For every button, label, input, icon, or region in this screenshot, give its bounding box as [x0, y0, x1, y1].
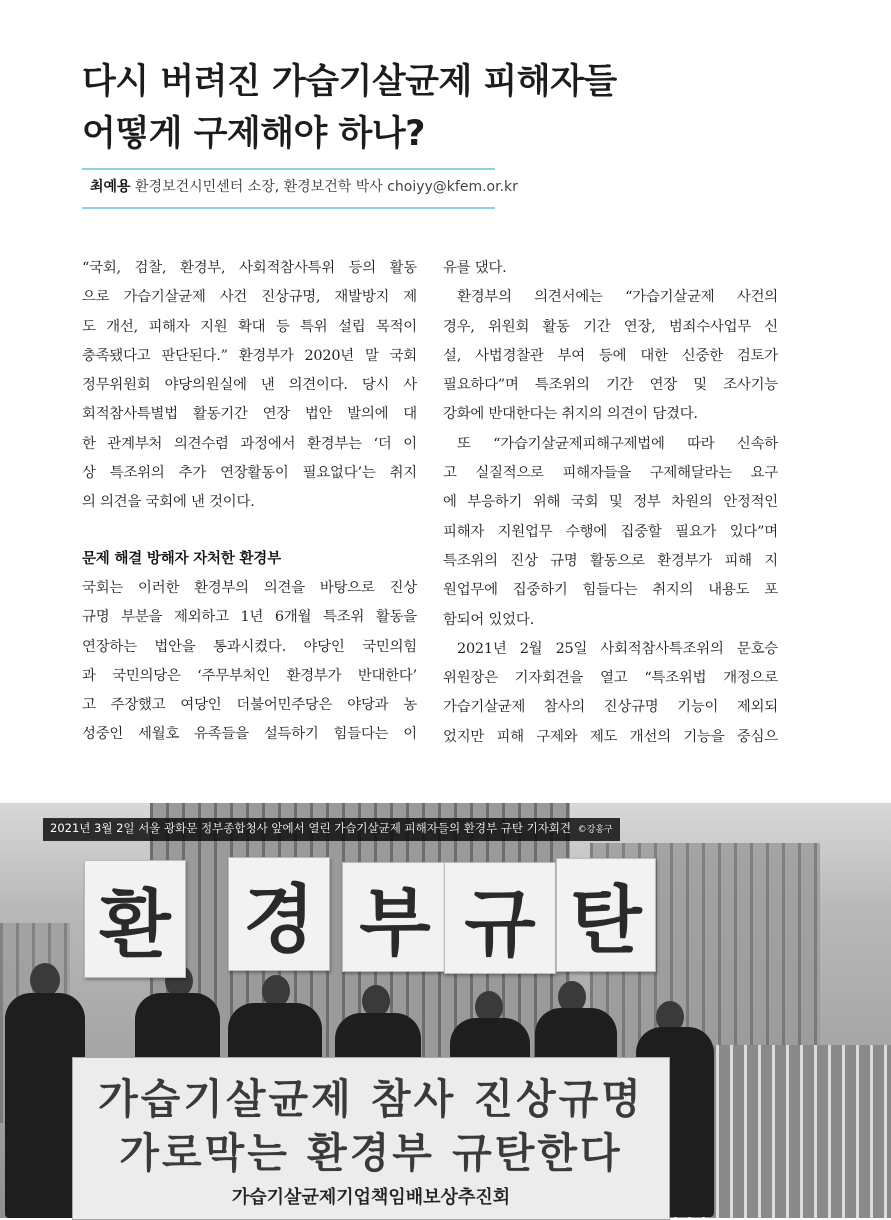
protest-sign: 탄	[556, 858, 656, 972]
article-title-line-2: 어떻게 구제해야 하나?	[82, 114, 425, 154]
text-line: 국회는 이러한 환경부의 의견을 바탕으로 진상	[82, 579, 417, 596]
text-line: 특조위의 진상 규명 활동으로 환경부가 피해 지	[443, 552, 778, 569]
banner-line-2: 가로막는 환경부 규탄한다	[119, 1129, 623, 1177]
text-line: 고 주장했고 여당인 더불어민주당은 야당과 농	[82, 697, 417, 714]
text-line: 피해자 지원업무 수행에 집중할 필요가 있다”며	[443, 523, 778, 540]
paragraph	[443, 283, 778, 429]
text-line: 회적참사특별법 활동기간 연장 법안 발의에 대	[82, 406, 417, 423]
caption-text: 2021년 3월 2일 서울 광화문 정부종합청사 앞에서 열린 가습기살균제 피해자들의 환경부 규탄 기자회견	[50, 821, 572, 835]
byline-bottom-rule	[82, 207, 495, 209]
author-name: 최예용	[90, 179, 131, 195]
banner-line-1: 가습기살균제 참사 진상규명	[98, 1075, 644, 1123]
text-line: 에 부응하기 위해 국회 및 정부 차원의 안정적인	[443, 494, 778, 511]
text-line: 규명 부분을 제외하고 1년 6개월 특조위 활동을	[82, 609, 417, 626]
protest-banner	[72, 1057, 670, 1220]
paragraph	[82, 574, 417, 750]
text-line: 과 국민의당은 ‘주무부처인 환경부가 반대한다’	[82, 667, 417, 684]
text-line: 위원장은 기자회견을 열고 “특조위법 개정으로	[443, 670, 778, 687]
banner-organization: 가습기살균제기업책임배보상추진회	[231, 1187, 511, 1208]
text-line: 으로 가습기살균제 사건 진상규명, 재발방지 제	[82, 289, 417, 306]
text-line: 성중인 세월호 유족들을 설득하기 힘들다는 이	[82, 726, 417, 743]
protest-sign: 환	[84, 860, 186, 978]
photo-credit: ©강홍구	[577, 825, 613, 835]
text-line: 의 의견을 국회에 낸 것이다.	[82, 494, 255, 511]
text-line: 고 실질적으로 피해자들을 구제해달라는 요구	[443, 465, 778, 482]
text-line: 가습기살균제 참사의 진상규명 기능이 제외되	[443, 699, 778, 716]
author-title: 환경보건시민센터 소장, 환경보건학 박사	[135, 179, 383, 195]
section-subheading: 문제 해결 방해자 자처한 환경부	[82, 550, 281, 567]
paragraph	[443, 430, 778, 635]
article-title	[82, 56, 617, 160]
text-line: 강화에 반대한다는 취지의 의견이 담겼다.	[443, 406, 698, 423]
text-line: “국회, 검찰, 환경부, 사회적참사특위 등의 활동	[82, 260, 417, 276]
text-line: 충족됐다고 판단된다.” 환경부가 2020년 말 국회	[82, 347, 417, 364]
body-column-left	[82, 254, 417, 750]
text-line: 함되어 있었다.	[443, 611, 534, 628]
author-email[interactable]: choiyy@kfem.or.kr	[387, 179, 518, 195]
text-line: 도 개선, 피해자 지원 확대 등 특위 설립 목적이	[82, 318, 417, 335]
text-line: 한 관계부처 의견수렴 과정에서 환경부는 ‘더 이	[82, 435, 417, 452]
byline-top-rule	[82, 168, 495, 170]
text-line: 연장하는 법안을 통과시켰다. 야당인 국민의힘	[82, 638, 417, 655]
byline	[90, 178, 518, 196]
text-line: 원업무에 집중하기 힘들다는 취지의 내용도 포	[443, 582, 778, 599]
text-line: 유를 댔다.	[443, 260, 507, 276]
text-line: 었지만 피해 구제와 제도 개선의 기능을 중심으	[443, 728, 778, 745]
text-line: 2021년 2월 25일 사회적참사특조위의 문호승	[457, 640, 778, 657]
protest-sign: 부	[342, 862, 448, 972]
text-line: 설, 사법경찰관 부여 등에 대한 신중한 검토가	[443, 347, 778, 364]
text-line: 또 “가습기살균제피해구제법에 따라 신속하	[457, 435, 778, 452]
text-line: 필요하다”며 특조위의 기간 연장 및 조사기능	[443, 377, 778, 394]
body-column-right	[443, 254, 778, 752]
text-line: 상 특조위의 추가 연장활동이 필요없다’는 취지	[82, 465, 417, 482]
text-line: 환경부의 의견서에는 “가습기살균제 사건의	[457, 289, 778, 306]
protest-sign: 규	[444, 862, 556, 974]
person-head	[30, 963, 60, 997]
paragraph	[443, 635, 778, 752]
photo-caption	[43, 818, 620, 841]
text-line: 경우, 위원회 활동 기간 연장, 범죄수사업무 신	[443, 318, 778, 335]
protest-sign: 경	[228, 857, 330, 971]
article-title-line-1: 다시 버려진 가습기살균제 피해자들	[82, 62, 617, 102]
paragraph	[443, 254, 778, 283]
text-line: 정무위원회 야당의원실에 낸 의견이다. 당시 사	[82, 377, 417, 394]
paragraph	[82, 254, 417, 518]
